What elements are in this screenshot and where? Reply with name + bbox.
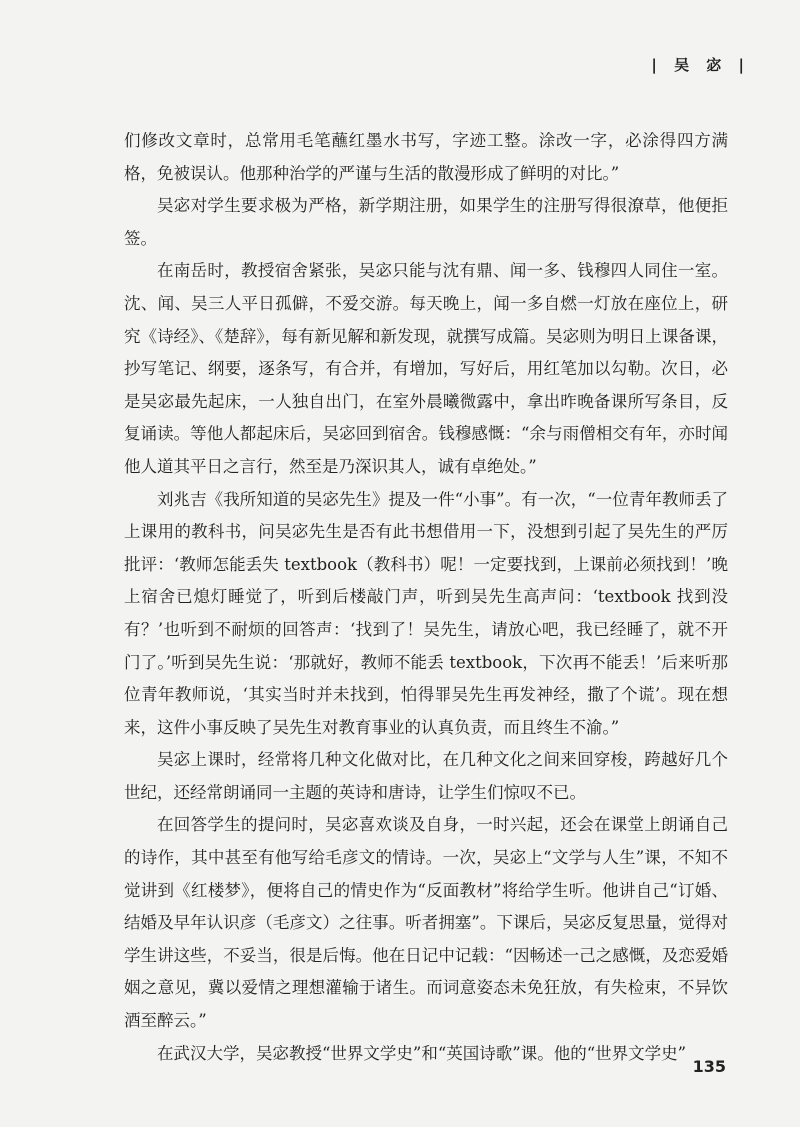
paragraph: 在南岳时，教授宿舍紧张，吴宓只能与沈有鼎、闻一多、钱穆四人同住一室。沈、闻、吴三人平日孤僻，不爱交游。每天晚上，闻一多自燃一灯放在座位上，研究《诗经》、《楚辞》，每有新见解和新发现，就撰写成篇。吴宓则为明日上课备课，抄写笔记、纲要，逐条写，有合并，有增加，写好后，用红笔加以勾勒。次日，必是吴宓最先起床，一人独自出门，在室外晨曦微露中，拿出昨晚备课所写条目，反复诵读。等他人都起床后，吴宓回到宿舍。钱穆感慨：“余与雨僧相交有年，亦时闻他人道其平日之言行，然至是乃深识其人，诚有卓绝处。”: [124, 261, 728, 476]
paragraph: 在武汉大学，吴宓教授“世界文学史”和“英国诗歌”课。他的“世界文学史”: [157, 1043, 687, 1063]
running-header: | 吴 宓 |: [651, 56, 750, 74]
paragraph: 吴宓上课时，经常将几种文化做对比，在几种文化之间来回穿梭，跨越好几个世纪，还经常朗诵同一主题的英诗和唐诗，让学生们惊叹不已。: [124, 750, 728, 802]
paragraph: 在回答学生的提问时，吴宓喜欢谈及自身，一时兴起，还会在课堂上朗诵自己的诗作，其中甚至有他写给毛彦文的情诗。一次，吴宓上“文学与人生”课，不知不觉讲到《红楼梦》，便将自己的情史作为“反面教材”将给学生听。他讲自己“订婚、结婚及早年认识彦（毛彦文）之往事。听者拥塞”。下课后，吴宓反复思量，觉得对学生讲这些，不妥当，很是后悔。他在日记中记载：“因畅述一己之感慨，及恋爱婚姻之意见，冀以爱情之理想灌输于诸生。而词意姿态未免狂放，有失检束，不异饮酒至醉云。”: [124, 815, 728, 1031]
paragraph: 刘兆吉《我所知道的吴宓先生》提及一件“小事”。有一次，“一位青年教师丢了上课用的教科书，问吴宓先生是否有此书想借用一下，没想到引起了吴先生的严厉批评：‘教师怎能丢失 textbook（教科书）呢！一定要找到，上课前必须找到！’晚上宿舍已熄灯睡觉了，听到后楼敲门声，听到吴先生高声问：‘textbook 找到没有？’也听到不耐烦的回答声：‘找到了！吴先生，请放心吧，我已经睡了，就不开门了。’听到吴先生说：‘那就好，教师不能丢 textbook，下次再不能丢！’后来听那位青年教师说，‘其实当时并未找到，怕得罪吴先生再发神经，撒了个谎’。现在想来，这件小事反映了吴先生对教育事业的认真负责，而且终生不渝。”: [124, 489, 728, 737]
page-number: 135: [692, 1057, 726, 1076]
body-text: [124, 125, 728, 1070]
paragraph: 吴宓对学生要求极为严格，新学期注册，如果学生的注册写得很潦草，他便拒签。: [124, 196, 728, 248]
paragraph: 们修改文章时，总常用毛笔蘸红墨水书写，字迹工整。涂改一字，必涂得四方满格，免被误认。他那种治学的严谨与生活的散漫形成了鲜明的对比。”: [124, 131, 728, 183]
